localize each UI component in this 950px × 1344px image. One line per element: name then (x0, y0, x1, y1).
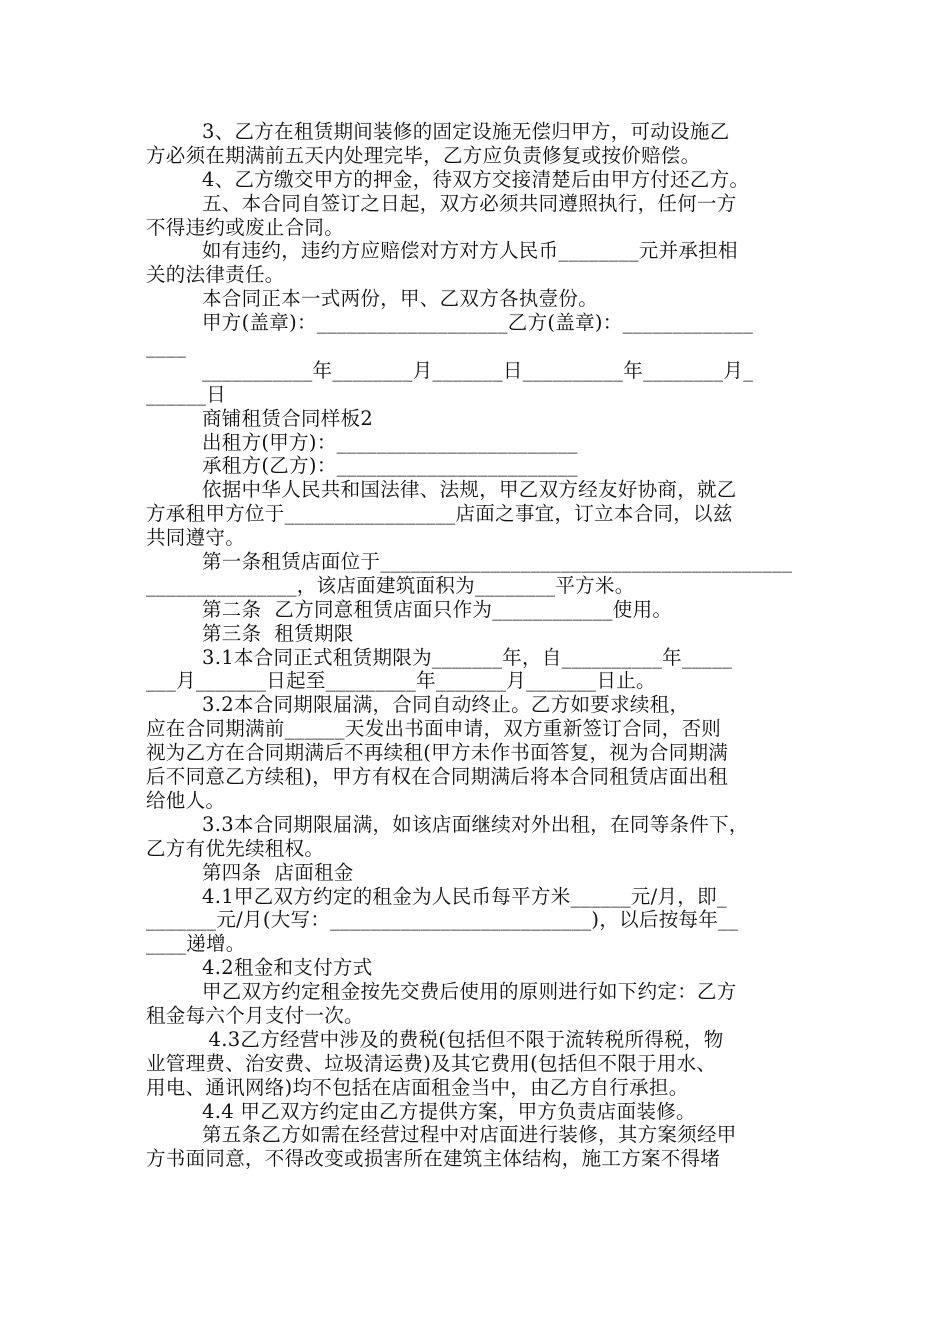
text-line: ___________年________月_______日__________年________月_ (202, 358, 754, 382)
text-line: 五、本合同自签订之日起，双方必须共同遵照执行，任何一方 (202, 191, 737, 215)
text-line: ___月_______日起至_________年_______月_______日止。 (146, 669, 656, 693)
text-line: 方书面同意，不得改变或损害所在建筑主体结构，施工方案不得堵 (146, 1147, 721, 1171)
text-line: _______________，该店面建筑面积为________平方米。 (146, 573, 635, 597)
text-line: ______日 (146, 382, 227, 406)
text-line: 商铺租赁合同样板2 (202, 406, 374, 430)
text-line: 如有违约，违约方应赔偿对方对方人民币________元并承担相 (202, 239, 738, 263)
text-line: 关的法律责任。 (146, 263, 285, 287)
text-line: 3.3本合同期限届满，如该店面继续对外出租，在同等条件下， (202, 812, 749, 836)
text-line: 本合同正本一式两份，甲、乙双方各执壹份。 (202, 287, 599, 311)
text-line: 3.2本合同期限届满，合同自动终止。乙方如要求续租， (202, 693, 690, 717)
text-line: 4.1甲乙双方约定的租金为人民币每平方米______元/月，即_ (202, 884, 727, 908)
text-line: 4.2租金和支付方式 (202, 956, 373, 980)
text-line: 方承租甲方位于_________________店面之事宜，订立本合同，以兹 (146, 502, 733, 526)
contract-text (146, 120, 811, 1171)
text-line: _______元/月(大写：__________________________)，以后按每年__ (146, 908, 739, 932)
text-line: 3.1本合同正式租赁期限为_______年，自__________年_____ (202, 645, 733, 669)
text-line: 出租方(甲方)：________________________ (202, 430, 578, 454)
text-line: 共同遵守。 (146, 526, 246, 550)
text-line: 第五条乙方如需在经营过程中对店面进行装修，其方案须经甲 (202, 1123, 737, 1147)
text-line: 第四条 店面租金 (202, 860, 354, 884)
text-line: 4、乙方缴交甲方的押金，待双方交接清楚后由甲方付还乙方。 (202, 167, 750, 191)
text-line: 第一条租赁店面位于_________________________________________ (202, 550, 793, 574)
text-line: 承租方(乙方)：________________________ (202, 454, 578, 478)
text-line: 租金每六个月支付一次。 (146, 1003, 364, 1027)
text-line: 4.4 甲乙双方约定由乙方提供方案，甲方负责店面装修。 (202, 1099, 696, 1123)
text-line: 甲乙双方约定租金按先交费后使用的原则进行如下约定：乙方 (202, 980, 737, 1004)
text-line: 给他人。 (146, 788, 226, 812)
text-line: 甲方(盖章)：___________________乙方(盖章)：_____________ (202, 311, 754, 335)
text-line: ____递增。 (146, 932, 246, 956)
text-line: 方必须在期满前五天内处理完毕，乙方应负责修复或按价赔偿。 (146, 143, 701, 167)
text-line: 不得违约或废止合同。 (146, 215, 345, 239)
text-line: 乙方有优先续租权。 (146, 836, 325, 860)
text-line: 3、乙方在租赁期间装修的固定设施无偿归甲方，可动设施乙 (202, 120, 730, 143)
text-line: 第三条 租赁期限 (202, 621, 354, 645)
text-line: ____ (146, 335, 187, 359)
text-line: 应在合同期满前______天发出书面申请，双方重新签订合同，否则 (146, 717, 722, 741)
text-line: 业管理费、治安费、垃圾清运费)及其它费用(包括但不限于用水、 (146, 1051, 717, 1075)
text-line: 视为乙方在合同期满后不再续租(甲方未作书面答复，视为合同期满 (146, 741, 729, 765)
text-line: 后不同意乙方续租)，甲方有权在合同期满后将本合同租赁店面出租 (146, 765, 729, 789)
text-line: 4.3乙方经营中涉及的费税(包括但不限于流转税所得税，物 (202, 1027, 724, 1051)
text-line: 用电、通讯网络)均不包括在店面租金当中，由乙方自行承担。 (146, 1075, 689, 1099)
text-line: 依据中华人民共和国法律、法规，甲乙双方经友好协商，就乙 (202, 478, 737, 502)
text-line: 第二条 乙方同意租赁店面只作为____________使用。 (202, 597, 673, 621)
